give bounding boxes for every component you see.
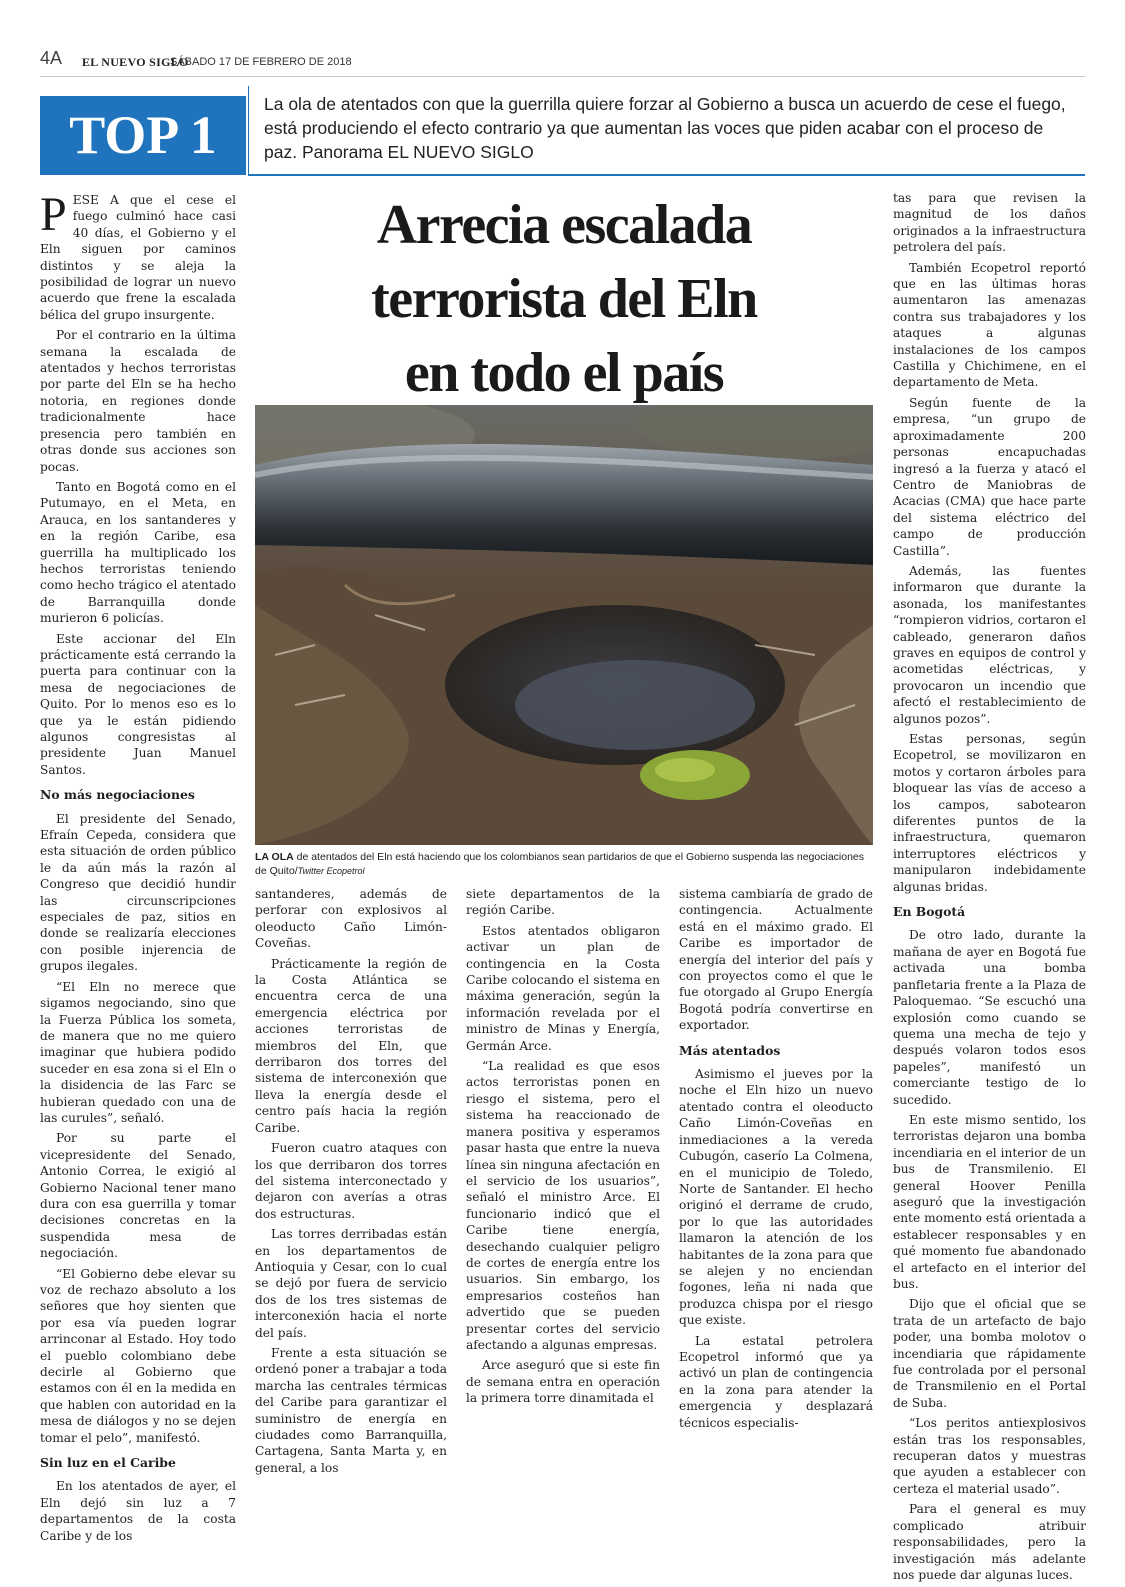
- paragraph: siete departamentos de la región Caribe.: [466, 887, 660, 918]
- paragraph: santanderes, además de perforar con explosivos al oleoducto Caño Limón-Coveñas.: [255, 887, 447, 951]
- page-number: 4A: [40, 48, 63, 68]
- paragraph: En este mismo sentido, los terroristas dejaron una bomba incendiaria en el interior de un bus de Transmilenio. El general Hoover Penilla aseguró que la investigación ente momento está orientada a establecer responsables y en qué momento fue abandonado el artefacto en el interior del bus.: [893, 1112, 1086, 1291]
- header-rule: [40, 76, 1085, 77]
- paragraph: Asimismo el jueves por la noche el Eln hizo un nuevo atentado contra el oleoducto Caño Limón-Coveñas en inmediaciones a la vereda Cubugón, caserío La Colmena, en el municipio de Toledo, Norte de Santander. El hecho originó el derrame de crudo, por lo que las autoridades llamaron la atención de los habitantes de la zona para que se alejen y no enciendan fogones, leña ni nada que produzca chispa por el riesgo que existe.: [679, 1067, 873, 1328]
- paragraph: Las torres derribadas están en los departamentos de Antioquia y Cesar, con lo cual se dejó por fuera de servicio dos de los tres sistemas de interconexión hacia el norte del país.: [255, 1227, 447, 1340]
- paragraph: Para el general es muy complicado atribuir responsabilidades, pero la investigación más adelante nos puede dar algunas luces.: [893, 1502, 1086, 1582]
- paragraph: Fueron cuatro ataques con los que derribaron dos torres del sistema interconectado y dejaron con averías a otras dos estructuras.: [255, 1141, 447, 1221]
- paragraph: De otro lado, durante la mañana de ayer en Bogotá fue activada una bomba panfletaria frente a la Plaza de Paloquemao. “Se escuchó una explosión como cuando se quema una mecha de tejo y después volaron todos esos papeles”, manifestó un comerciante testigo de lo sucedido.: [893, 928, 1086, 1107]
- paragraph: En los atentados de ayer, el Eln dejó sin luz a 7 departamentos de la costa Caribe y de los: [40, 1479, 236, 1543]
- article-column-3: [466, 886, 660, 1411]
- article-column-5: [893, 190, 1086, 1587]
- paragraph: Por su parte el vicepresidente del Senado, Antonio Correa, le exigió al Gobierno Nacional tener mano dura con esa guerrilla y tomar decisiones concretas en la suspendida mesa de negociación.: [40, 1131, 236, 1261]
- photo-caption: [255, 850, 873, 878]
- paragraph: “La realidad es que esos actos terroristas ponen en riesgo el sistema, pero el sistema ha reaccionado de manera positiva y esperamos pasar hasta que entre la nueva línea sin ninguna afectación en el servicio de los usuarios”, señaló el ministro Arce. El funcionario indicó que el Caribe tiene energía, desechando cualquier peligro de cortes de energía entre los usuarios. Sin embargo, los empresarios costeños han advertido que se pueden presentar cortes del servicio afectando a algunas empresas.: [466, 1059, 660, 1352]
- paragraph: Arce aseguró que si este fin de semana entra en operación la primera torre dinamitada el: [466, 1358, 660, 1406]
- paragraph: Dijo que el oficial que se trata de un artefacto de bajo poder, una bomba molotov o incendiaria que rápidamente fue controlada por el personal de Transmilenio en el Portal de Suba.: [893, 1297, 1086, 1410]
- headline-line-1: Arrecia escalada: [376, 194, 752, 256]
- paragraph: Por el contrario en la última semana la escalada de atentados y hechos terroristas por parte del Eln se ha hecho notoria, en regiones donde tradicionalmente hace presencia pero también en otras donde sus acciones son pocas.: [40, 328, 236, 474]
- paragraph: “El Eln no merece que sigamos negociando, sino que la Fuerza Pública los someta, de manera que no me quiero imaginar que hubiera podido suceder en esa zona si el Eln o la disidencia de las Farc se hubieran quedado con una de las curules”, señaló.: [40, 979, 236, 1125]
- paragraph: También Ecopetrol reportó que en las últimas horas aumentaron las amenazas contra sus trabajadores y los ataques a algunas instalaciones de los campos Castilla y Chichimene, en el departamento de Meta.: [893, 260, 1086, 390]
- paragraph: ESE A que el cese el fuego culminó hace casi 40 días, el Gobierno y el Eln siguen por caminos distintos y se aleja la posibilidad de lograr un nuevo acuerdo que frene la escalada bélica del grupo insurgente.: [40, 193, 236, 322]
- paragraph: Frente a esta situación se ordenó poner a trabajar a toda marcha las centrales térmicas del Caribe para garantizar el suministro de energía en ciudades como Barranquilla, Cartagena, Santa Marta y, en general, a los: [255, 1345, 447, 1475]
- subheading: Más atentados: [679, 1042, 781, 1058]
- drop-cap: P: [40, 188, 67, 241]
- top-1-label: TOP 1: [40, 96, 246, 175]
- paragraph: tas para que revisen la magnitud de los daños originados a la infraestructura petrolera del país.: [893, 191, 1086, 255]
- paragraph: Prácticamente la región de la Costa Atlántica se encuentra cerca de una emergencia eléctrica por acciones terroristas de miembros del Eln, que derribaron dos torres del sistema de interconexión que lleva la energía desde el centro país hacia la región Caribe.: [255, 956, 447, 1135]
- summary-divider-horizontal: [248, 174, 1085, 176]
- paragraph: Tanto en Bogotá como en el Putumayo, en el Meta, en Arauca, en los santanderes y en la región Caribe, esa guerrilla ha multiplicado los hechos terroristas teniendo como hecho trágico el atentado de Barranquilla donde murieron 6 policías.: [40, 479, 236, 626]
- subheading: En Bogotá: [893, 904, 966, 920]
- paragraph: Estas personas, según Ecopetrol, se movilizaron en motos y cortaron árboles para bloquear las vías de acceso a los campos, sabotearon diferentes puntos de la infraestructura, quemaron interruptores eléctricos y manipularon indebidamente algunas bridas.: [893, 732, 1086, 894]
- caption-credit: Twitter Ecopetrol: [297, 866, 365, 876]
- caption-text: de atentados del Eln está haciendo que los colombianos sean partidarios de que el Gobierno suspenda las negociaciones de Quito/: [255, 851, 865, 877]
- article-column-4: [679, 886, 873, 1435]
- paragraph: La estatal petrolera Ecopetrol informó que ya activó un plan de contingencia en la zona para atender la emergencia y desplazará técnicos especialis-: [679, 1333, 873, 1430]
- article-column-1: [40, 188, 236, 1548]
- paragraph: Estos atentados obligaron activar un plan de contingencia en la Costa Caribe colocando el sistema en máxima generación, según la información revelada por el ministro de Minas y Energía, Germán Arce.: [466, 923, 660, 1053]
- headline: [340, 188, 788, 410]
- masthead: EL NUEVO SIGLO: [82, 55, 189, 69]
- paragraph: sistema cambiaría de grado de contingencia. Actualmente está en el máximo grado. El Caribe es importador de energía del interior del país y con proyectos como el que le fue otorgado al Grupo Energía Bogotá podría convertirse en exportador.: [679, 887, 873, 1033]
- paragraph: “El Gobierno debe elevar su voz de rechazo absoluto a los señores que hoy sienten que por esa vía pueden lograr arrinconar al Estado. Hoy todo el pueblo colombiano debe decirle al Gobierno que estamos con él en la medida en que hablen con autoridad en la mesa de diálogos y no se dejen tomar el pelo”, manifestó.: [40, 1266, 236, 1445]
- subheading: Sin luz en el Caribe: [40, 1455, 176, 1471]
- headline-line-2: terrorista del Eln: [371, 268, 757, 330]
- paragraph: El presidente del Senado, Efraín Cepeda, considera que esta situación de orden público le da aún más la razón al Congreso que decidió hundir las circunscripciones especiales de paz, sitios en donde se realizaría elecciones con posible injerencia de grupos ilegales.: [40, 811, 236, 974]
- paragraph: Según fuente de la empresa, “un grupo de aproximadamente 200 personas encapuchadas ingresó a la fuerza y atacó el Centro de Maniobras de Acacias (CMA) que hace parte del sistema eléctrico del campo de producción Castilla”.: [893, 395, 1086, 558]
- paragraph: Este accionar del Eln prácticamente está cerrando la puerta para continuar con la mesa de negociaciones de Quito. Por lo menos eso es lo que ya le están pidiendo algunos congresistas al presidente Juan Manuel Santos.: [40, 631, 236, 777]
- pipeline-photo-illustration: [255, 405, 873, 845]
- top-summary: La ola de atentados con que la guerrilla quiere forzar al Gobierno a busca un acuerdo de cese el fuego, está produciendo el efecto contrario ya que aumentan las voces que piden acabar con el proceso de paz. Panorama EL NUEVO SIGLO: [264, 94, 1066, 162]
- article-column-2: [255, 886, 447, 1480]
- caption-lead: LA OLA: [255, 851, 294, 863]
- summary-divider-vertical: [248, 86, 249, 175]
- paragraph: “Los peritos antiexplosivos están tras los responsables, recuperan datos y muestras que ayuden a establecer con certeza el material usado”.: [893, 1416, 1086, 1496]
- issue-date: SÁBADO 17 DE FEBRERO DE 2018: [170, 56, 352, 68]
- article-photo: [255, 405, 873, 845]
- paragraph: Además, las fuentes informaron que durante la asonada, los manifestantes “rompieron vidrios, cortaron el cableado, generaron daños graves en equipos de control y acometidas eléctricas, y provocaron un incendio que afectó el restablecimiento de algunos pozos”.: [893, 563, 1086, 726]
- headline-line-3: en todo el país: [404, 342, 724, 404]
- subheading: No más negociaciones: [40, 787, 195, 803]
